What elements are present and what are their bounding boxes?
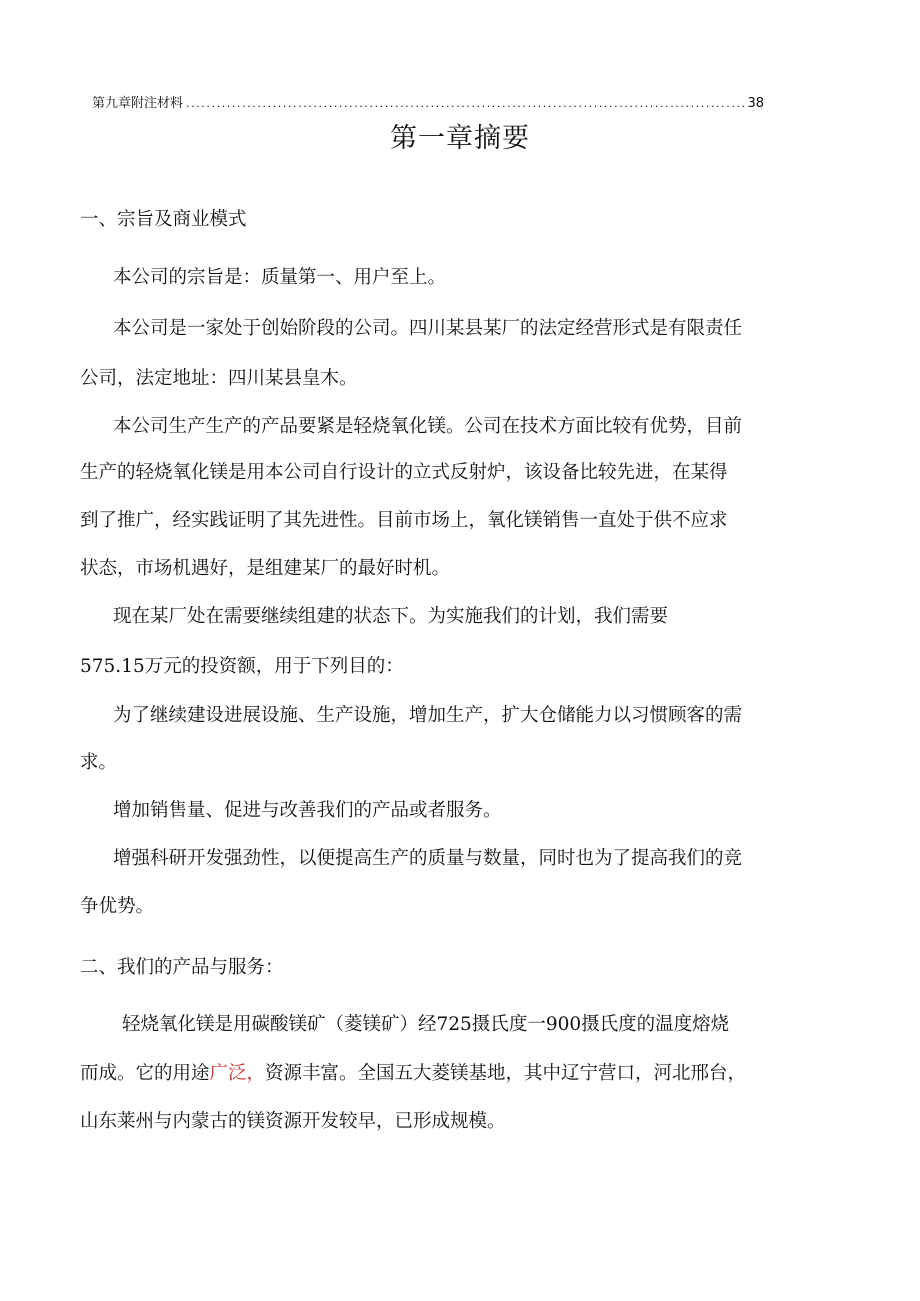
paragraph-product-line: 生产的轻烧氧化镁是用本公司自行设计的立式反射炉，该设备比较先进，在某得: [80, 462, 728, 483]
section-heading-2: 二、我们的产品与服务：: [80, 957, 284, 978]
toc-entry: [92, 92, 764, 111]
text-segment: 而成。它的用途: [80, 1063, 210, 1084]
paragraph-purpose-item: 增加销售量、促进与改善我们的产品或者服务。: [113, 800, 502, 821]
toc-entry-page: 38: [747, 96, 764, 111]
text-segment: 资源丰富。全国五大菱镁基地，其中辽宁营口，河北邢台，: [265, 1063, 747, 1084]
paragraph-purpose-item-line: 为了继续建设进展设施、生产设施，增加生产，扩大仓储能力以习惯顾客的需: [113, 705, 743, 726]
toc-entry-label: 第九章附注材料: [92, 96, 184, 111]
paragraph-company-line: 公司，法定地址：四川某县皇木。: [80, 368, 358, 389]
paragraph-investment-line: 现在某厂处在需要继续组建的状态下。为实施我们的计划，我们需要: [113, 606, 669, 627]
paragraph-purpose-item-line: 争优势。: [80, 896, 155, 917]
paragraph-product-desc-line: 轻烧氧化镁是用碳酸镁矿（菱镁矿）经725摄氏度一900摄氏度的温度熔烧: [122, 1014, 730, 1035]
paragraph-product-line: 状态，市场机遇好，是组建某厂的最好时机。: [80, 558, 451, 579]
section-heading-1: 一、宗旨及商业模式: [80, 209, 247, 230]
paragraph-investment-line: 575.15万元的投资额，用于下列目的：: [80, 656, 404, 677]
paragraph-purpose: 本公司的宗旨是：质量第一、用户至上。: [113, 267, 447, 288]
paragraph-product-line: 本公司生产生产的产品要紧是轻烧氧化镁。公司在技术方面比较有优势，目前: [113, 416, 743, 437]
paragraph-product-line: 到了推广，经实践证明了其先进性。目前市场上，氧化镁销售一直处于供不应求: [80, 510, 728, 531]
paragraph-product-desc-line: [80, 1062, 746, 1086]
paragraph-purpose-item-line: 求。: [80, 752, 118, 773]
paragraph-purpose-item-line: 增强科研开发强劲性，以便提高生产的质量与数量，同时也为了提高我们的竞: [113, 848, 743, 869]
paragraph-company-line: 本公司是一家处于创始阶段的公司。四川某县某厂的法定经营形式是有限责任: [113, 318, 743, 339]
highlighted-text: 广泛，: [209, 1063, 266, 1084]
paragraph-product-desc-line: 山东莱州与内蒙古的镁资源开发较早，已形成规模。: [80, 1111, 506, 1132]
toc-leader-dots: [186, 97, 744, 110]
chapter-title: 第一章摘要: [390, 123, 530, 154]
